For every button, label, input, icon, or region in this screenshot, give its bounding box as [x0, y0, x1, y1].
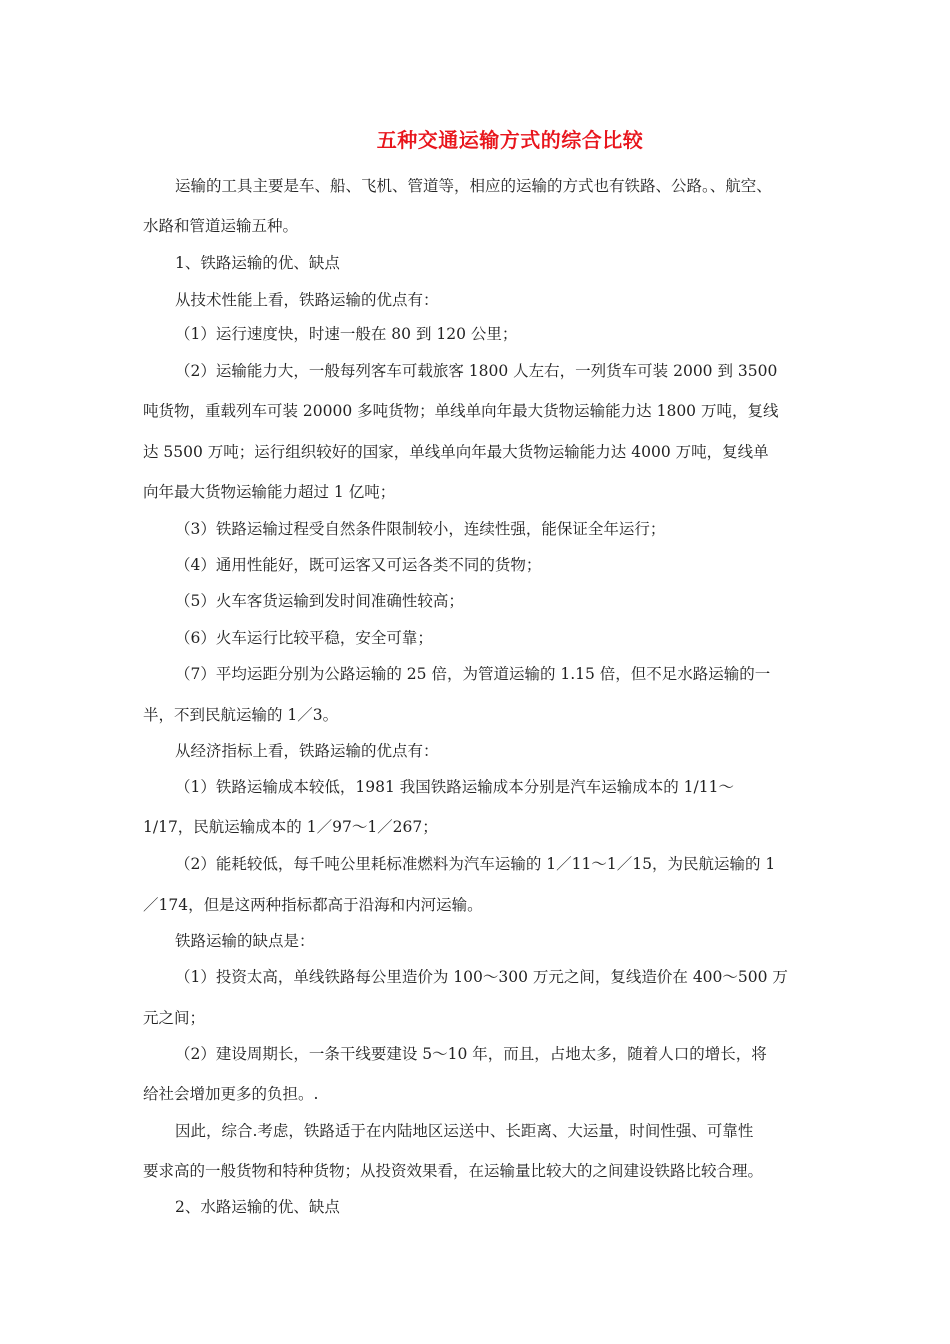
list-item: （2）能耗较低，每千吨公里耗标准燃料为汽车运输的 1／11～1／15，为民航运输的 1	[175, 855, 776, 873]
section-heading: 1、铁路运输的优、缺点	[175, 254, 340, 272]
paragraph-line: 达 5500 万吨；运行组织较好的国家，单线单向年最大货物运输能力达 4000 万吨，复线单	[143, 443, 769, 461]
list-item: （7）平均运距分别为公路运输的 25 倍，为管道运输的 1.15 倍，但不足水路运输的一	[175, 665, 771, 683]
paragraph-line: 铁路运输的缺点是：	[175, 932, 315, 950]
list-item: （5）火车客货运输到发时间准确性较高；	[175, 592, 464, 610]
paragraph-line: ／174，但是这两种指标都高于沿海和内河运输。	[143, 896, 483, 914]
list-item: （1）运行速度快，时速一般在 80 到 120 公里；	[175, 325, 518, 343]
list-item: （6）火车运行比较平稳，安全可靠；	[175, 629, 433, 647]
paragraph-line: 从技术性能上看，铁路运输的优点有：	[175, 291, 439, 309]
list-item: （3）铁路运输过程受自然条件限制较小，连续性强，能保证全年运行；	[175, 520, 666, 538]
paragraph-line: 因此，综合.考虑，铁路适于在内陆地区运送中、长距离、大运量，时间性强、可靠性	[175, 1122, 754, 1140]
paragraph-line: 水路和管道运输五种。	[143, 217, 299, 235]
list-item: （1）投资太高，单线铁路每公里造价为 100～300 万元之间，复线造价在 400～500 万	[175, 968, 788, 986]
paragraph-line: 要求高的一般货物和特种货物；从投资效果看，在运输量比较大的之间建设铁路比较合理。	[143, 1162, 764, 1180]
list-item: （2）建设周期长，一条干线要建设 5～10 年，而且，占地太多，随着人口的增长，将	[175, 1045, 767, 1063]
paragraph-line: 向年最大货物运输能力超过 1 亿吨；	[143, 483, 396, 501]
paragraph-line: 1/17，民航运输成本的 1／97～1／267；	[143, 818, 438, 836]
paragraph-line: 从经济指标上看，铁路运输的优点有：	[175, 742, 439, 760]
list-item: （4）通用性能好，既可运客又可运各类不同的货物；	[175, 556, 542, 574]
paragraph-line: 给社会增加更多的负担。.	[143, 1085, 319, 1103]
paragraph-line: 半，不到民航运输的 1／3。	[143, 706, 339, 724]
paragraph-line: 运输的工具主要是车、船、飞机、管道等，相应的运输的方式也有铁路、公路。、航空、	[175, 177, 772, 195]
list-item: （1）铁路运输成本较低，1981 我国铁路运输成本分别是汽车运输成本的 1/11～	[175, 778, 734, 796]
paragraph-line: 元之间；	[143, 1009, 206, 1027]
paragraph-line: 吨货物，重载列车可装 20000 多吨货物；单线单向年最大货物运输能力达 1800 万吨，复线	[143, 402, 779, 420]
list-item: （2）运输能力大，一般每列客车可载旅客 1800 人左右，一列货车可装 2000 到 3500	[175, 362, 778, 380]
section-heading: 2、水路运输的优、缺点	[175, 1198, 340, 1216]
page-title: 五种交通运输方式的综合比较	[376, 128, 644, 152]
